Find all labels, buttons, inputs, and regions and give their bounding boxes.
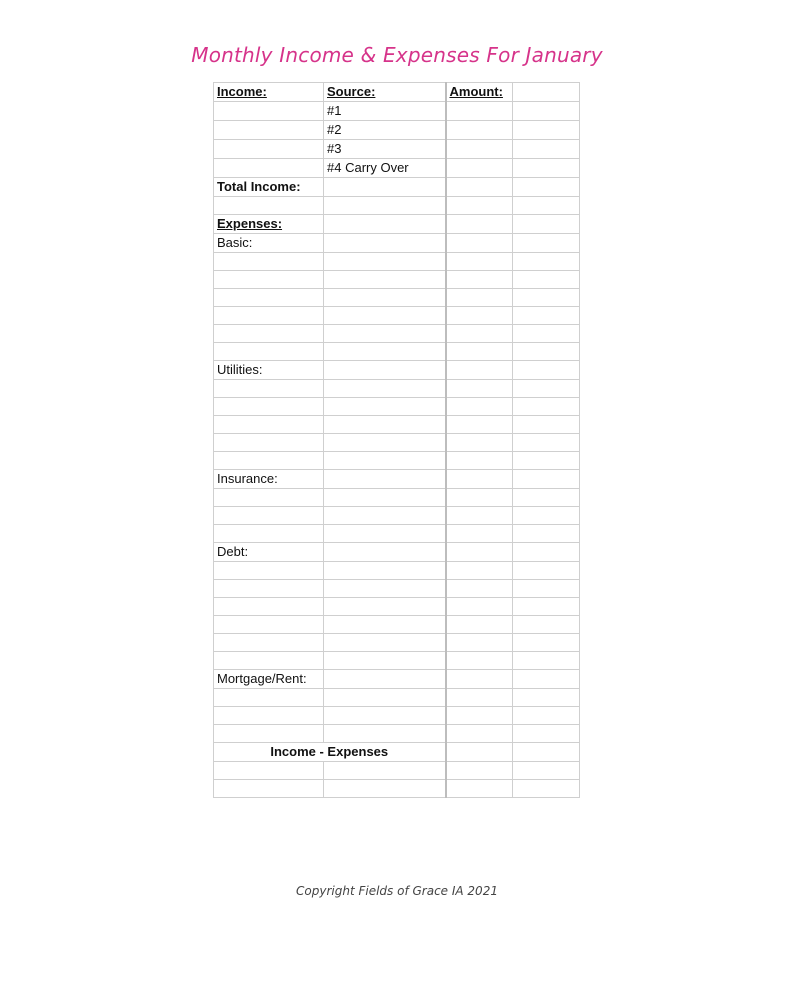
amount-cell[interactable] xyxy=(513,140,580,159)
entry-cell[interactable] xyxy=(324,380,446,398)
entry-cell[interactable] xyxy=(324,707,446,725)
amount-cell[interactable] xyxy=(446,689,513,707)
amount-cell[interactable] xyxy=(513,215,580,234)
amount-cell[interactable] xyxy=(446,470,513,489)
entry-cell[interactable] xyxy=(214,616,324,634)
entry-cell[interactable] xyxy=(324,580,446,598)
entry-cell[interactable] xyxy=(324,470,446,489)
amount-cell[interactable] xyxy=(446,434,513,452)
entry-cell[interactable] xyxy=(214,598,324,616)
amount-cell[interactable] xyxy=(513,543,580,562)
table-row xyxy=(214,197,580,215)
amount-cell[interactable] xyxy=(446,343,513,361)
entry-cell[interactable] xyxy=(214,102,324,121)
table-row xyxy=(214,289,580,307)
entry-cell[interactable] xyxy=(214,652,324,670)
table-row xyxy=(214,121,580,140)
entry-cell[interactable] xyxy=(324,307,446,325)
table-row xyxy=(214,616,580,634)
amount-cell[interactable] xyxy=(513,525,580,543)
amount-cell[interactable] xyxy=(513,325,580,343)
amount-cell[interactable] xyxy=(513,743,580,762)
amount-cell[interactable] xyxy=(446,307,513,325)
entry-cell[interactable] xyxy=(214,525,324,543)
amount-cell[interactable] xyxy=(446,598,513,616)
amount-cell[interactable] xyxy=(446,289,513,307)
entry-cell[interactable] xyxy=(324,178,446,197)
table-row xyxy=(214,215,580,234)
category-insurance: Insurance: xyxy=(214,470,324,489)
table-row xyxy=(214,380,580,398)
header-expenses: Expenses: xyxy=(214,215,324,234)
entry-cell[interactable] xyxy=(214,121,324,140)
entry-cell[interactable] xyxy=(324,253,446,271)
entry-cell[interactable] xyxy=(324,598,446,616)
entry-cell[interactable] xyxy=(214,689,324,707)
entry-cell[interactable] xyxy=(214,434,324,452)
entry-cell[interactable] xyxy=(324,562,446,580)
amount-cell[interactable] xyxy=(513,507,580,525)
amount-cell[interactable] xyxy=(446,634,513,652)
amount-cell[interactable] xyxy=(513,562,580,580)
amount-cell[interactable] xyxy=(513,598,580,616)
entry-cell[interactable] xyxy=(214,271,324,289)
amount-cell[interactable] xyxy=(446,416,513,434)
amount-cell[interactable] xyxy=(513,434,580,452)
table-row xyxy=(214,743,580,762)
category-utilities: Utilities: xyxy=(214,361,324,380)
entry-cell[interactable] xyxy=(214,762,324,780)
amount-cell[interactable] xyxy=(446,780,513,798)
table-row xyxy=(214,670,580,689)
table-row xyxy=(214,543,580,562)
entry-cell[interactable] xyxy=(324,452,446,470)
amount-cell[interactable] xyxy=(446,398,513,416)
amount-cell[interactable] xyxy=(513,307,580,325)
entry-cell[interactable] xyxy=(214,253,324,271)
entry-cell[interactable] xyxy=(214,562,324,580)
page-title: Monthly Income & Expenses For January xyxy=(191,43,603,67)
entry-cell[interactable] xyxy=(324,271,446,289)
amount-cell[interactable] xyxy=(513,725,580,743)
table-row xyxy=(214,489,580,507)
amount-cell[interactable] xyxy=(446,102,513,121)
amount-cell[interactable] xyxy=(446,725,513,743)
amount-cell[interactable] xyxy=(513,452,580,470)
entry-cell[interactable] xyxy=(324,652,446,670)
entry-cell[interactable] xyxy=(324,543,446,562)
table-row xyxy=(214,725,580,743)
amount-cell[interactable] xyxy=(513,398,580,416)
amount-cell[interactable] xyxy=(446,325,513,343)
entry-cell[interactable] xyxy=(324,525,446,543)
table-row xyxy=(214,398,580,416)
amount-cell[interactable] xyxy=(446,525,513,543)
budget-table xyxy=(213,82,580,798)
amount-cell[interactable] xyxy=(513,380,580,398)
table-row xyxy=(214,707,580,725)
entry-cell[interactable] xyxy=(214,398,324,416)
table-row xyxy=(214,253,580,271)
table-row xyxy=(214,416,580,434)
entry-cell[interactable] xyxy=(214,197,324,215)
income-source-label: #1 xyxy=(324,102,446,121)
table-row xyxy=(214,140,580,159)
table-row xyxy=(214,525,580,543)
table-row xyxy=(214,434,580,452)
entry-cell[interactable] xyxy=(214,140,324,159)
amount-cell[interactable] xyxy=(446,197,513,215)
entry-cell[interactable] xyxy=(324,325,446,343)
entry-cell[interactable] xyxy=(214,325,324,343)
amount-cell[interactable] xyxy=(513,234,580,253)
amount-cell[interactable] xyxy=(446,271,513,289)
table-row xyxy=(214,580,580,598)
amount-cell[interactable] xyxy=(513,197,580,215)
income-source-label: #3 xyxy=(324,140,446,159)
table-row xyxy=(214,102,580,121)
entry-cell[interactable] xyxy=(214,707,324,725)
entry-cell[interactable] xyxy=(324,215,446,234)
entry-cell[interactable] xyxy=(324,197,446,215)
total-income-label: Total Income: xyxy=(214,178,324,197)
amount-cell[interactable] xyxy=(513,343,580,361)
table-row xyxy=(214,470,580,489)
income-source-label: #2 xyxy=(324,121,446,140)
amount-cell[interactable] xyxy=(513,580,580,598)
entry-cell[interactable] xyxy=(214,452,324,470)
table-row xyxy=(214,361,580,380)
amount-cell[interactable] xyxy=(513,178,580,197)
amount-cell[interactable] xyxy=(513,470,580,489)
amount-cell[interactable] xyxy=(446,178,513,197)
header-source: Source: xyxy=(324,83,446,102)
entry-cell[interactable] xyxy=(324,398,446,416)
amount-cell[interactable] xyxy=(446,253,513,271)
table-row xyxy=(214,780,580,798)
header-income: Income: xyxy=(214,83,324,102)
amount-cell[interactable] xyxy=(513,634,580,652)
amount-cell[interactable] xyxy=(446,380,513,398)
amount-cell[interactable] xyxy=(446,670,513,689)
amount-cell[interactable] xyxy=(513,271,580,289)
amount-cell[interactable] xyxy=(513,689,580,707)
amount-cell[interactable] xyxy=(446,562,513,580)
amount-cell[interactable] xyxy=(446,140,513,159)
entry-cell[interactable] xyxy=(214,507,324,525)
entry-cell[interactable] xyxy=(324,416,446,434)
amount-cell[interactable] xyxy=(446,489,513,507)
entry-cell[interactable] xyxy=(324,689,446,707)
category-mortgage-rent: Mortgage/Rent: xyxy=(214,670,324,689)
table-row xyxy=(214,652,580,670)
entry-cell[interactable] xyxy=(214,634,324,652)
table-row xyxy=(214,159,580,178)
table-row xyxy=(214,178,580,197)
amount-cell[interactable] xyxy=(446,543,513,562)
entry-cell[interactable] xyxy=(324,780,446,798)
category-debt: Debt: xyxy=(214,543,324,562)
amount-cell[interactable] xyxy=(513,289,580,307)
amount-cell[interactable] xyxy=(446,121,513,140)
amount-cell[interactable] xyxy=(513,361,580,380)
table-row xyxy=(214,83,580,102)
entry-cell[interactable] xyxy=(214,725,324,743)
entry-cell[interactable] xyxy=(324,725,446,743)
category-basic: Basic: xyxy=(214,234,324,253)
amount-cell[interactable] xyxy=(446,215,513,234)
entry-cell[interactable] xyxy=(214,380,324,398)
table-row xyxy=(214,325,580,343)
entry-cell[interactable] xyxy=(324,343,446,361)
entry-cell[interactable] xyxy=(324,489,446,507)
amount-cell[interactable] xyxy=(513,489,580,507)
table-row xyxy=(214,234,580,253)
amount-cell[interactable] xyxy=(446,616,513,634)
entry-cell[interactable] xyxy=(324,507,446,525)
amount-cell[interactable] xyxy=(513,616,580,634)
amount-cell[interactable] xyxy=(513,416,580,434)
amount-cell[interactable] xyxy=(513,253,580,271)
amount-cell[interactable] xyxy=(446,743,513,762)
amount-cell[interactable] xyxy=(446,507,513,525)
amount-cell[interactable] xyxy=(513,159,580,178)
amount-cell[interactable] xyxy=(446,762,513,780)
income-source-label: #4 Carry Over xyxy=(324,159,446,178)
table-row xyxy=(214,762,580,780)
amount-cell[interactable] xyxy=(446,652,513,670)
entry-cell[interactable] xyxy=(214,307,324,325)
amount-cell[interactable] xyxy=(513,707,580,725)
table-row xyxy=(214,307,580,325)
amount-cell[interactable] xyxy=(513,762,580,780)
header-amount: Amount: xyxy=(446,83,513,102)
amount-cell[interactable] xyxy=(446,159,513,178)
table-row xyxy=(214,562,580,580)
amount-cell[interactable] xyxy=(446,580,513,598)
amount-cell[interactable] xyxy=(446,361,513,380)
entry-cell[interactable] xyxy=(214,580,324,598)
table-row xyxy=(214,598,580,616)
amount-cell[interactable] xyxy=(446,452,513,470)
entry-cell[interactable] xyxy=(214,289,324,307)
amount-cell[interactable] xyxy=(513,83,580,102)
table-row xyxy=(214,343,580,361)
entry-cell[interactable] xyxy=(214,489,324,507)
amount-cell[interactable] xyxy=(513,121,580,140)
amount-cell[interactable] xyxy=(446,234,513,253)
table-row xyxy=(214,634,580,652)
entry-cell[interactable] xyxy=(324,289,446,307)
income-minus-expenses-label: Income - Expenses xyxy=(214,743,446,762)
table-row xyxy=(214,689,580,707)
entry-cell[interactable] xyxy=(324,634,446,652)
entry-cell[interactable] xyxy=(324,670,446,689)
entry-cell[interactable] xyxy=(324,762,446,780)
entry-cell[interactable] xyxy=(324,616,446,634)
entry-cell[interactable] xyxy=(214,416,324,434)
entry-cell[interactable] xyxy=(214,780,324,798)
entry-cell[interactable] xyxy=(214,159,324,178)
entry-cell[interactable] xyxy=(324,234,446,253)
amount-cell[interactable] xyxy=(513,652,580,670)
entry-cell[interactable] xyxy=(324,434,446,452)
amount-cell[interactable] xyxy=(446,707,513,725)
table-row xyxy=(214,452,580,470)
amount-cell[interactable] xyxy=(513,780,580,798)
entry-cell[interactable] xyxy=(214,343,324,361)
amount-cell[interactable] xyxy=(513,102,580,121)
amount-cell[interactable] xyxy=(513,670,580,689)
copyright-footer: Copyright Fields of Grace IA 2021 xyxy=(296,884,498,898)
table-row xyxy=(214,271,580,289)
table-row xyxy=(214,507,580,525)
entry-cell[interactable] xyxy=(324,361,446,380)
